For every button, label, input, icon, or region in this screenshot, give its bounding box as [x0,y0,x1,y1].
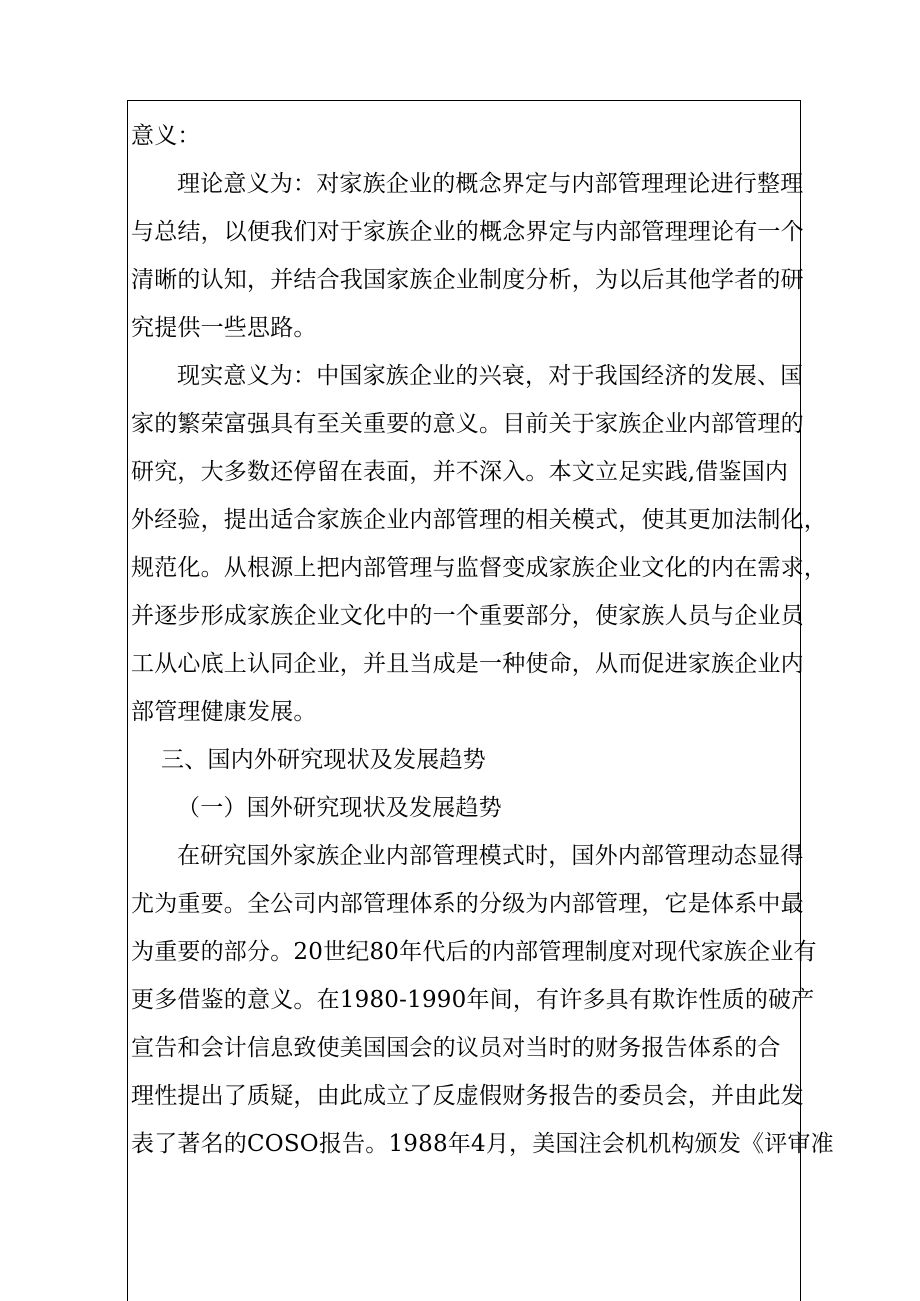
text-line: 工从心底上认同企业，并且当成是一种使命，从而促进家族企业内 [131,651,804,677]
text-line: 宣告和会计信息致使美国国会的议员对当时的财务报告体系的合 [131,1035,781,1061]
text-line: 家的繁荣富强具有至关重要的意义。目前关于家族企业内部管理的 [131,411,804,437]
paragraph-start-line: 现实意义为：中国家族企业的兴衰，对于我国经济的发展、国 [177,363,804,389]
text-line: 规范化。从根源上把内部管理与监督变成家族企业文化的内在需求， [131,555,827,581]
text-line: 外经验，提出适合家族企业内部管理的相关模式，使其更加法制化， [131,507,827,533]
text-line: 为重要的部分。20世纪80年代后的内部管理制度对现代家族企业有 [131,939,817,965]
paragraph-start-line: 在研究国外家族企业内部管理模式时，国外内部管理动态显得 [177,843,804,869]
text-line: 意义： [131,123,201,149]
paragraph-start-line: 理论意义为：对家族企业的概念界定与内部管理理论进行整理 [177,171,804,197]
text-line: 尤为重要。全公司内部管理体系的分级为内部管理，它是体系中最 [131,891,804,917]
text-line: 清晰的认知，并结合我国家族企业制度分析，为以后其他学者的研 [131,267,804,293]
section-heading: 三、国内外研究现状及发展趋势 [161,747,486,773]
text-line: 更多借鉴的意义。在1980-1990年间，有许多具有欺诈性质的破产 [131,987,815,1013]
text-line: 表了著名的COSO报告。1988年4月，美国注会机机构颁发《评审准 [131,1131,834,1157]
subsection-heading: （一）国外研究现状及发展趋势 [177,795,502,821]
text-line: 并逐步形成家族企业文化中的一个重要部分，使家族人员与企业员 [131,603,804,629]
text-line: 与总结，以便我们对于家族企业的概念界定与内部管理理论有一个 [131,219,804,245]
text-line: 部管理健康发展。 [131,699,317,725]
text-line: 研究，大多数还停留在表面，并不深入。本文立足实践,借鉴国内 [131,459,789,485]
text-line: 究提供一些思路。 [131,315,317,341]
document-body [131,112,834,1168]
text-line: 理性提出了质疑，由此成立了反虚假财务报告的委员会，并由此发 [131,1083,804,1109]
